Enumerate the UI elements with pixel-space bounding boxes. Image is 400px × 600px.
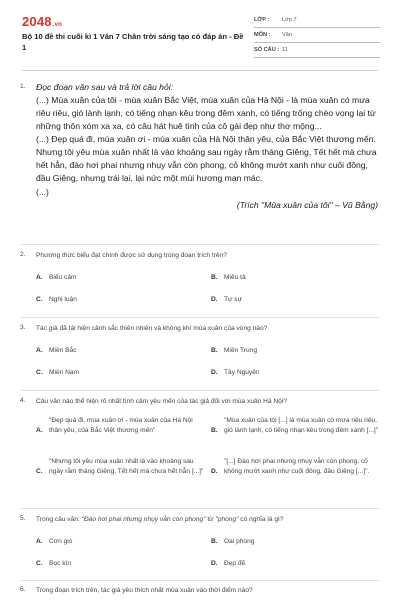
option-text: "Đẹp quá đi, mùa xuân ơi - mùa xuân của Hà Nội thân yêu, của Bắc Việt thương mến" xyxy=(49,417,193,434)
quoted-sentence: "Đào hơi phai nhưng nhụy vẫn còn phong" xyxy=(81,516,206,523)
passage-paragraph: (...) xyxy=(36,186,49,197)
reading-passage xyxy=(36,81,384,212)
logo-domain-text: .vn xyxy=(52,22,63,28)
question-text xyxy=(36,515,382,524)
question-1 xyxy=(20,81,382,251)
option-letter: B. xyxy=(211,538,218,545)
option-text: Nghị luận xyxy=(49,296,77,303)
question-number: 2. xyxy=(20,251,26,258)
option-text: "Mùa xuân của tôi [...] là mùa xuân có mưa riêu riêu, gió lành lạnh, có tiếng nhạn kêu trong đêm xanh [...]" xyxy=(224,417,379,434)
option-letter: B. xyxy=(211,427,218,434)
meta-label: MÔN : xyxy=(254,32,271,38)
option-letter: A. xyxy=(36,538,43,545)
question-number: 6. xyxy=(20,586,26,593)
question-text: Tác giả đã tái hiện cảnh sắc thiên nhiên và không khí mùa xuân của vùng nào? xyxy=(36,325,268,332)
option-letter: C. xyxy=(36,560,43,567)
meta-label: SỐ CÂU : xyxy=(254,47,280,53)
question-5 xyxy=(20,515,382,575)
question-divider xyxy=(20,508,380,509)
option-letter: B. xyxy=(211,347,218,354)
header-divider xyxy=(22,70,378,71)
passage-citation: (Trích "Mùa xuân của tôi" – Vũ Bằng) xyxy=(236,199,378,210)
question-6 xyxy=(20,586,382,598)
question-2 xyxy=(20,251,382,311)
option-text: Oai phong xyxy=(224,538,255,545)
option-letter: C. xyxy=(36,468,43,475)
question-text: Câu văn nào thể hiện rõ nhất tình cảm yêu mến của tác giả đối với mùa xuân Hà Nội? xyxy=(36,398,288,405)
meta-row-subject xyxy=(254,30,380,43)
question-number: 1. xyxy=(20,83,26,90)
option-text: "Nhưng tôi yêu mùa xuân nhất là vào khoảng sau ngày rằm tháng Giêng, Tết hết mà chưa hết hẳn [...]" xyxy=(49,458,204,475)
option-letter: A. xyxy=(36,347,43,354)
question-text: Phương thức biểu đạt chính được sử dụng trong đoạn trích trên? xyxy=(36,252,227,259)
meta-value: Văn xyxy=(282,32,292,38)
question-divider xyxy=(20,244,380,245)
logo-main-text: 2048 xyxy=(22,14,52,29)
option-letter: D. xyxy=(211,560,218,567)
option-text: Miền Bắc xyxy=(49,347,77,354)
option-letter: D. xyxy=(211,369,218,376)
option-text: Bọc kín xyxy=(49,560,71,567)
passage-paragraph: (...) Mùa xuân của tôi - mùa xuân Bắc Việt, mùa xuân của Hà Nội - là mùa xuân có mưa riêu riêu, gió lành lạnh, có tiếng nhạn kêu trong đêm xanh, có tiếng trống chèo vọng lại từ những thôn xóm xa xa, có câu hát huê tình của cô gái đẹp như thơ mộng... xyxy=(36,95,376,132)
question-text-part: Trong câu văn: xyxy=(36,516,82,523)
option-letter: D. xyxy=(211,296,218,303)
document-title: Bộ 10 đề thi cuối kì 1 Văn 7 Chân trời sáng tạo có đáp án - Đề 1 xyxy=(22,32,244,52)
option-text: Tự sự xyxy=(224,296,242,303)
question-divider xyxy=(20,580,380,581)
document-header xyxy=(0,0,400,70)
option-text: Miền Trung xyxy=(224,347,257,354)
option-text: Biểu cảm xyxy=(49,274,77,281)
option-letter: A. xyxy=(36,427,43,434)
question-text-part: có nghĩa là gì? xyxy=(238,516,284,523)
option-letter: A. xyxy=(36,274,43,281)
option-text: Cơn gió xyxy=(49,538,73,545)
option-letter: C. xyxy=(36,369,43,376)
option-letter: B. xyxy=(211,274,218,281)
option-text: "[...] Đào hơi phai nhưng nhụy vẫn còn phong, cỏ không mướt xanh như cuối đông, đầu Giêng [...]". xyxy=(224,458,370,475)
question-number: 5. xyxy=(20,515,26,522)
site-logo[interactable] xyxy=(22,14,62,29)
question-divider xyxy=(20,317,380,318)
option-text: Đẹp đẽ xyxy=(224,560,246,567)
passage-instruction: Đọc đoạn văn sau và trả lời câu hỏi: xyxy=(36,82,174,92)
question-number: 4. xyxy=(20,397,26,404)
document-meta xyxy=(254,15,380,60)
meta-label: LỚP : xyxy=(254,17,270,23)
passage-paragraph: (...) Đẹp quá đi, mùa xuân ơi - mùa xuân của Hà Nội thân yêu, của Bắc Việt thương mến. Nhưng tôi yêu mùa xuân nhất là vào khoảng sau ngày rằm tháng Giêng, Tết hết mà chưa hết hẳn, đào hơi phai nhưng nhụy vẫn còn phong, cỏ không mướt xanh như cuối đông, đầu Giêng, nhưng trái lại, lại nức một mùi hương man mác. xyxy=(36,134,377,184)
question-number: 3. xyxy=(20,324,26,331)
meta-value: Lớp 7 xyxy=(282,17,297,23)
meta-row-grade xyxy=(254,15,380,28)
question-3 xyxy=(20,324,382,384)
question-text-part: từ xyxy=(205,516,216,523)
option-text: Miền Nam xyxy=(49,369,80,376)
quoted-word: "phong" xyxy=(215,516,239,523)
option-text: Tây Nguyên xyxy=(224,369,260,376)
question-4 xyxy=(20,397,382,502)
question-text: Trong đoạn trích trên, tác giả yêu thích nhất mùa xuân vào thời điểm nào? xyxy=(36,587,253,594)
option-letter: C. xyxy=(36,296,43,303)
question-divider xyxy=(20,390,380,391)
meta-value: 11 xyxy=(282,47,288,53)
meta-row-question-count xyxy=(254,45,380,58)
option-letter: D. xyxy=(211,468,218,475)
option-text: Miêu tả xyxy=(224,274,246,281)
